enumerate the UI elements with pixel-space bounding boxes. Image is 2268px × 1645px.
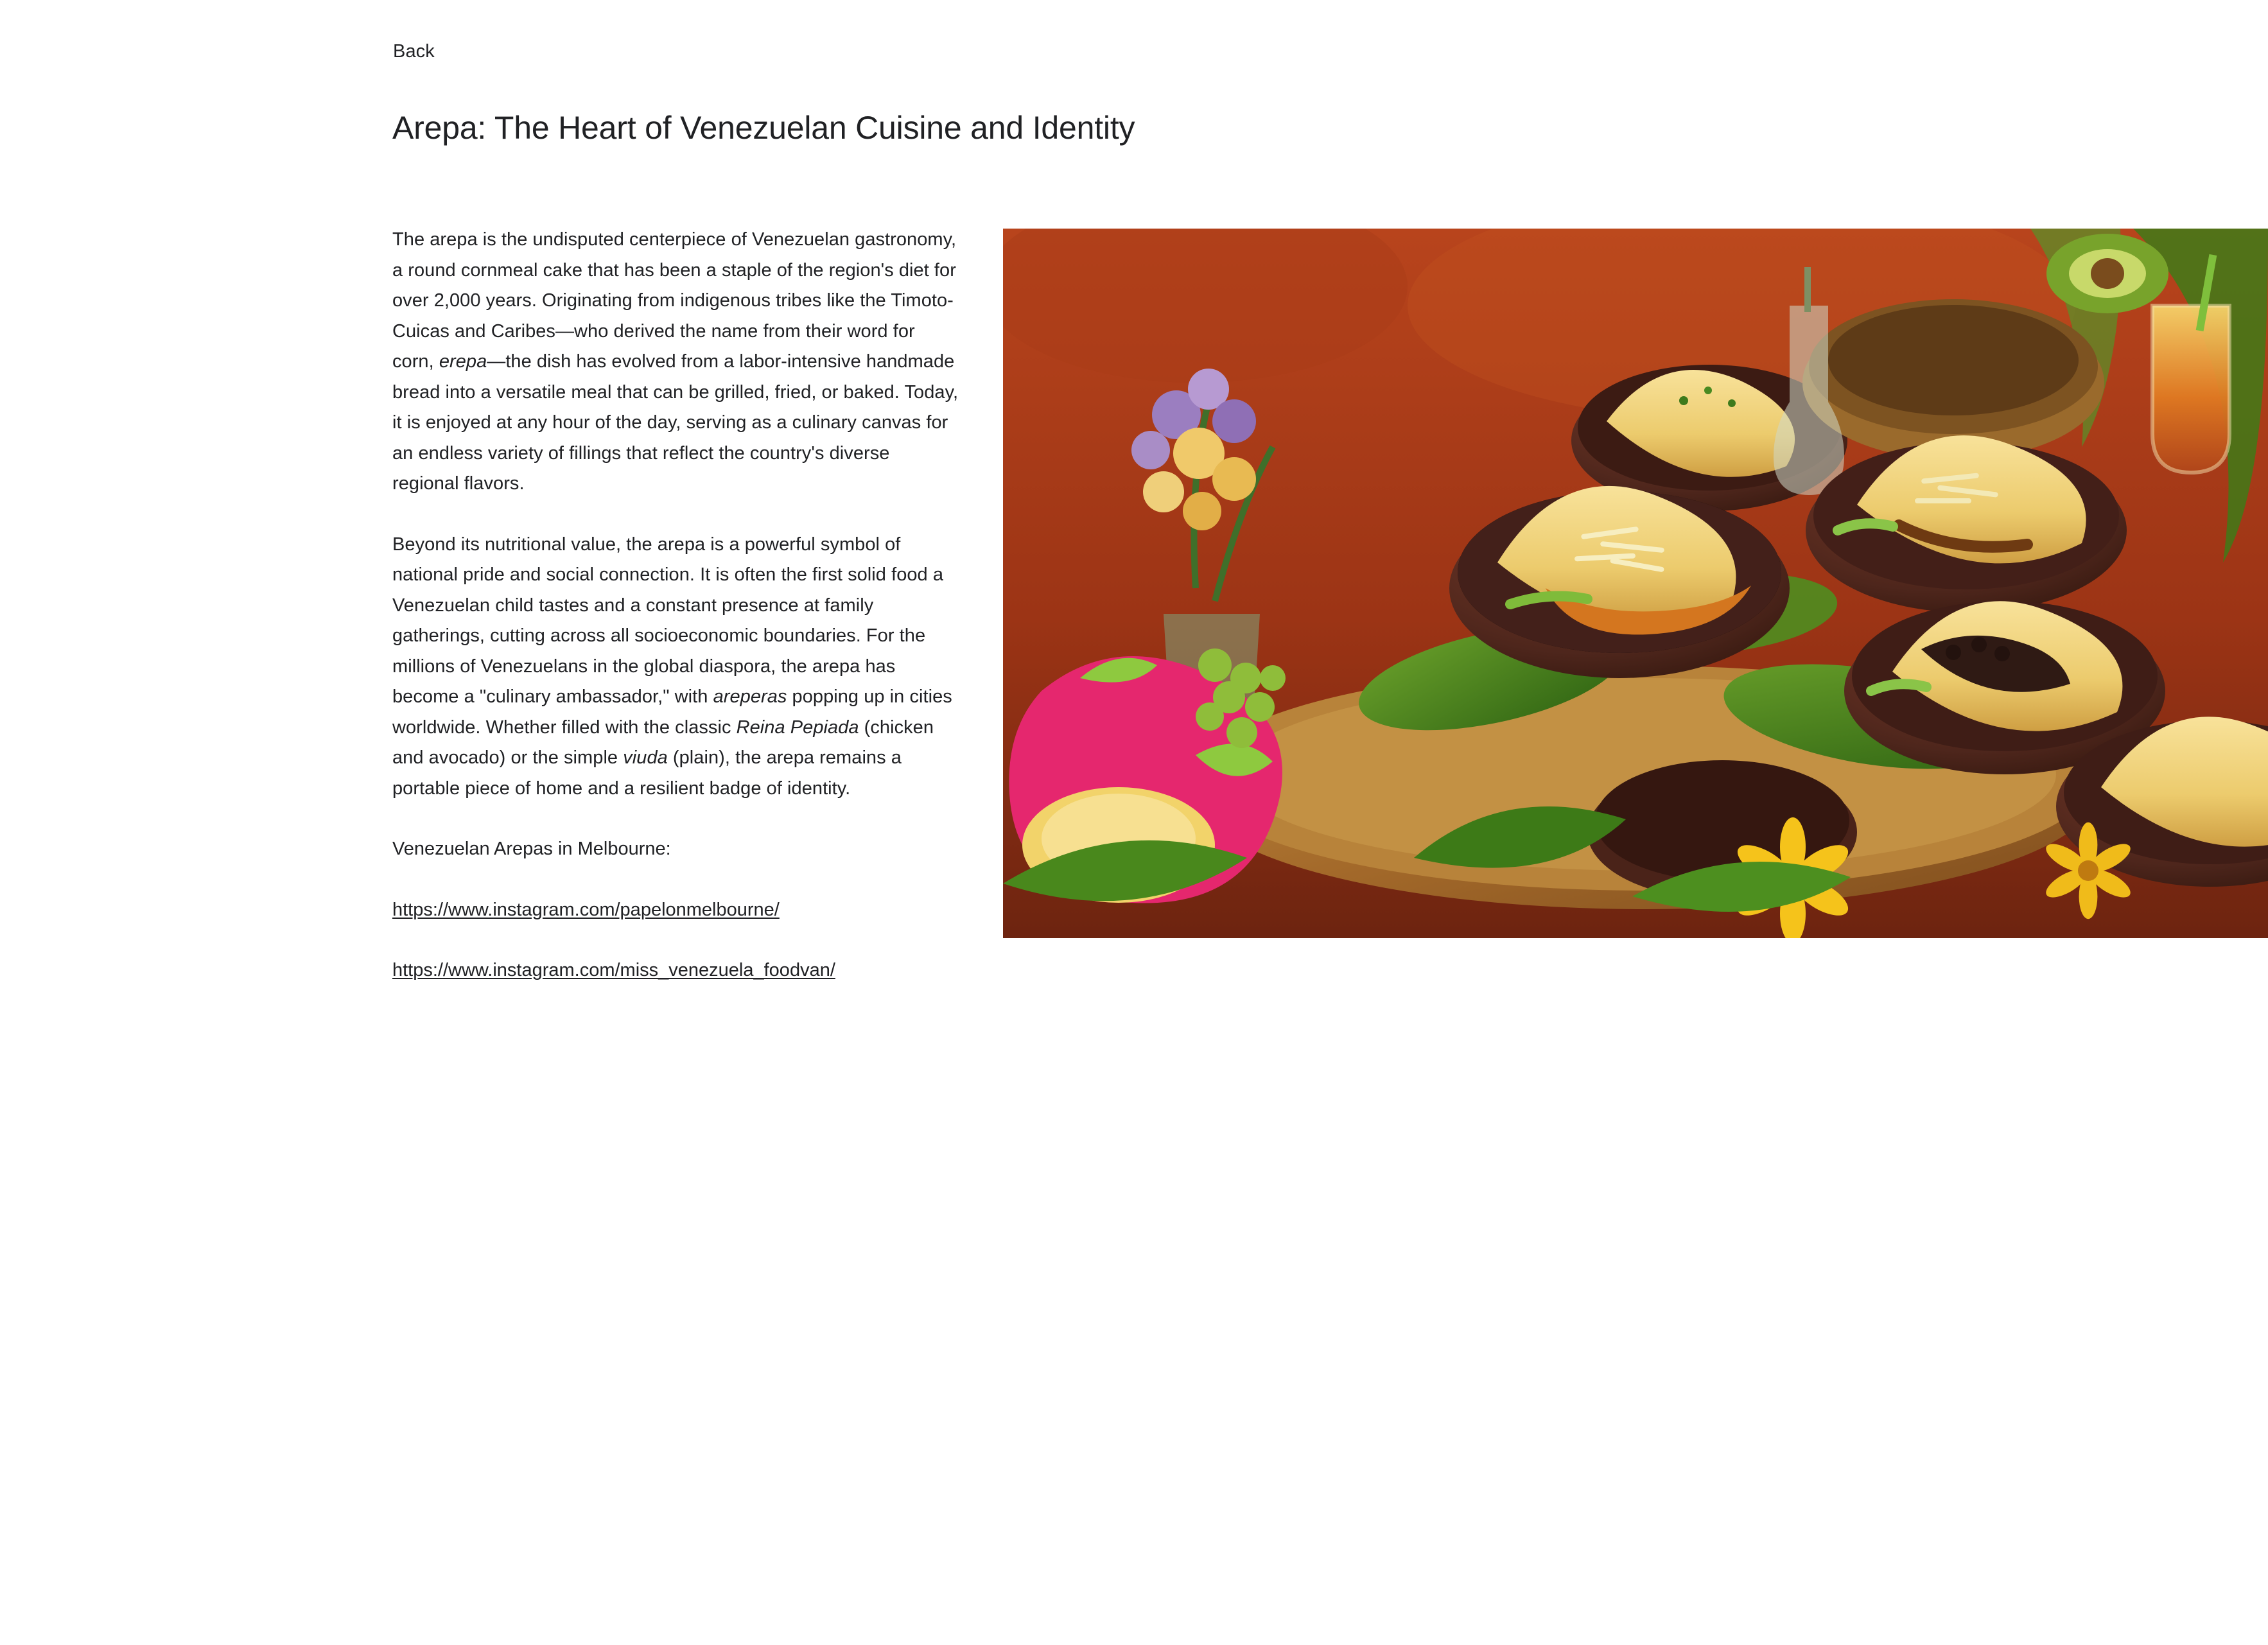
paragraph-2-italic-2: Reina Pepiada — [736, 717, 859, 738]
page-title: Arepa: The Heart of Venezuelan Cuisine and Identity — [392, 110, 1135, 146]
paragraph-2-text-3: (chicken and avocado) or the simple — [392, 717, 934, 768]
paragraph-2-text-2: popping up in cities worldwide. Whether filled with the classic — [392, 686, 952, 738]
paragraph-1-text-1: The arepa is the undisputed centerpiece of Venezuelan gastronomy, a round cornmeal cake that has been a staple of the region's diet for over 2,000 years. Originating from indigenous tribes like the Timoto-Cuicas and Caribes—who derived the name from their word for corn, — [392, 229, 957, 372]
paragraph-2-text-4: (plain), the arepa remains a portable piece of home and a resilient badge of identity. — [392, 747, 902, 799]
paragraph-2-italic-3: viuda — [623, 747, 668, 768]
instagram-link-miss-venezuela-foodvan[interactable]: https://www.instagram.com/miss_venezuela_foodvan/ — [392, 960, 835, 980]
paragraph-2 — [392, 530, 960, 805]
paragraph-2-text-1: Beyond its nutritional value, the arepa is a powerful symbol of national pride and social connection. It is often the first solid food a Venezuelan child tastes and a constant presence at family gatherings, cutting across all socioeconomic boundaries. For the millions of Venezuelans in the global diaspora, the arepa has become a "culinary ambassador," with — [392, 534, 944, 707]
paragraph-1 — [392, 225, 960, 500]
paragraph-1-text-2: —the dish has evolved from a labor-intensive handmade bread into a versatile meal that can be grilled, fried, or baked. Today, it is enjoyed at any hour of the day, serving as a culinary canvas for an endless variety of fillings that reflect the country's diverse regional flavors. — [392, 351, 959, 494]
paragraph-2-italic-1: areperas — [713, 686, 787, 707]
paragraph-1-italic: erepa — [439, 351, 487, 372]
hero-image — [1003, 229, 2268, 938]
instagram-link-papelonmelbourne[interactable]: https://www.instagram.com/papelonmelbourne/ — [392, 899, 780, 920]
hero-image-illustration — [1003, 229, 2268, 938]
melbourne-label: Venezuelan Arepas in Melbourne: — [392, 839, 671, 859]
back-link[interactable]: Back — [393, 41, 435, 62]
article-body — [392, 225, 960, 1016]
